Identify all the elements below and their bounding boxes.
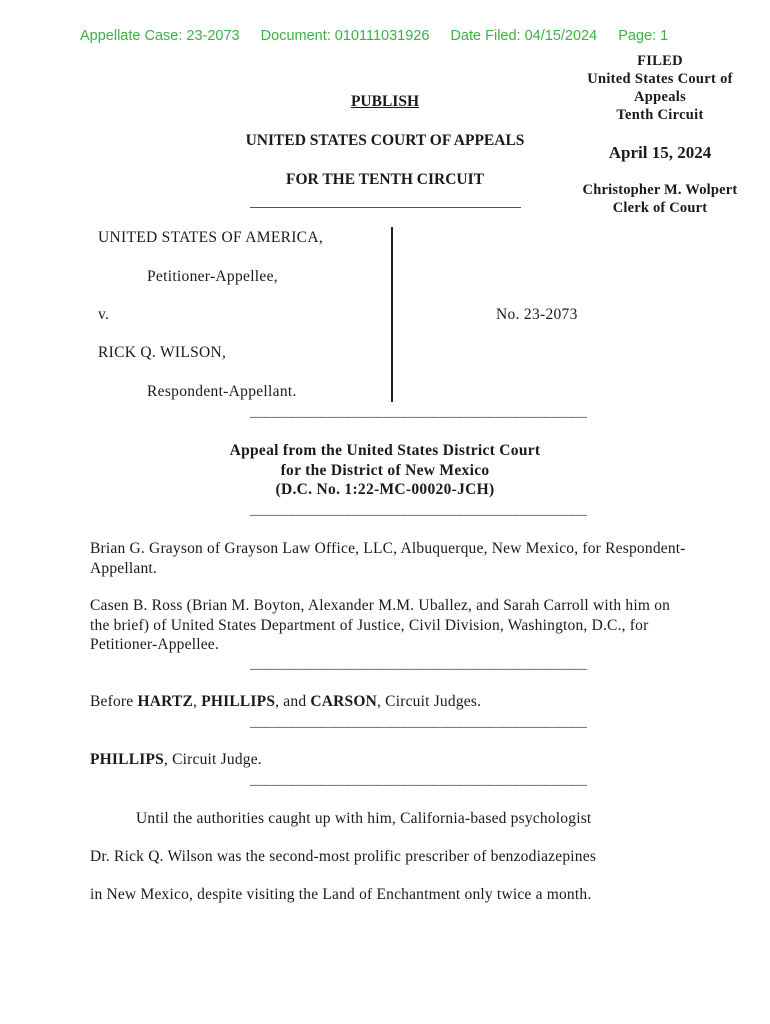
filed-court-line3: Tenth Circuit xyxy=(616,107,704,123)
counsel-petitioner: Casen B. Ross (Brian M. Boyton, Alexander M.M. Uballez, and Sarah Carroll with him on the brief) of United States Department of Justice, Civil Division, Washington, D.C., for Petitioner-Appellee. xyxy=(90,597,671,653)
separator-rule: ———————————————————————— xyxy=(250,661,586,677)
appeal-line2: for the District of New Mexico xyxy=(280,461,490,479)
heading-rule xyxy=(250,207,521,208)
publish-heading: PUBLISH xyxy=(350,93,420,110)
author-line xyxy=(90,751,262,769)
filed-court-line2: Appeals xyxy=(633,89,687,105)
case-number: No. 23-2073 xyxy=(496,306,578,323)
panel-before: Before xyxy=(90,693,138,710)
circuit-heading: FOR THE TENTH CIRCUIT xyxy=(286,171,484,188)
panel-and: , and xyxy=(275,693,311,710)
header-date-filed: Date Filed: 04/15/2024 xyxy=(450,28,598,44)
filed-label: FILED xyxy=(637,53,683,69)
panel-comma: , xyxy=(193,693,202,710)
caption-plaintiff-role: Petitioner-Appellee, xyxy=(147,268,278,285)
header-case-number: Appellate Case: 23-2073 xyxy=(80,28,240,44)
header-document-number: Document: 010111031926 xyxy=(260,28,430,44)
separator-rule: ———————————————————————— xyxy=(250,719,586,735)
clerk-name: Christopher M. Wolpert xyxy=(582,182,738,198)
appeal-line1: Appeal from the United States District Court xyxy=(229,442,541,459)
caption-plaintiff: UNITED STATES OF AMERICA, xyxy=(98,229,323,246)
filed-stamp xyxy=(570,52,750,124)
opinion-line-1: Until the authorities caught up with him, California-based psychologist xyxy=(136,810,592,827)
caption-defendant: RICK Q. WILSON, xyxy=(98,344,227,361)
filed-court-line1: United States Court of xyxy=(587,71,733,87)
panel-judge-hartz: HARTZ xyxy=(137,693,194,710)
clerk-title: Clerk of Court xyxy=(612,200,708,216)
caption-versus: v. xyxy=(98,306,110,323)
caption-defendant-role: Respondent-Appellant. xyxy=(147,383,297,400)
counsel-respondent: Brian G. Grayson of Grayson Law Office, LLC, Albuquerque, New Mexico, for Respondent-Appellant. xyxy=(90,540,686,577)
panel-judge-carson: CARSON xyxy=(310,693,378,710)
separator-rule: ———————————————————————— xyxy=(250,409,586,425)
author-name: PHILLIPS xyxy=(90,751,164,768)
opinion-line-2: Dr. Rick Q. Wilson was the second-most prolific prescriber of benzodiazepines xyxy=(90,848,597,865)
filed-date: April 15, 2024 xyxy=(608,143,712,162)
header-page-number: Page: 1 xyxy=(618,28,669,44)
court-heading: UNITED STATES COURT OF APPEALS xyxy=(245,132,525,149)
appeal-block xyxy=(190,441,580,500)
author-title: , Circuit Judge. xyxy=(163,751,262,768)
panel-line xyxy=(90,693,481,711)
clerk-block xyxy=(565,181,755,217)
caption-divider xyxy=(391,227,393,402)
separator-rule: ———————————————————————— xyxy=(250,507,586,523)
panel-judge-phillips: PHILLIPS xyxy=(201,693,276,710)
separator-rule: ———————————————————————— xyxy=(250,777,586,793)
opinion-line-3: in New Mexico, despite visiting the Land of Enchantment only twice a month. xyxy=(90,886,592,903)
appeal-line3: (D.C. No. 1:22-MC-00020-JCH) xyxy=(275,481,495,498)
document-header xyxy=(80,28,685,44)
panel-suffix: , Circuit Judges. xyxy=(377,693,482,710)
